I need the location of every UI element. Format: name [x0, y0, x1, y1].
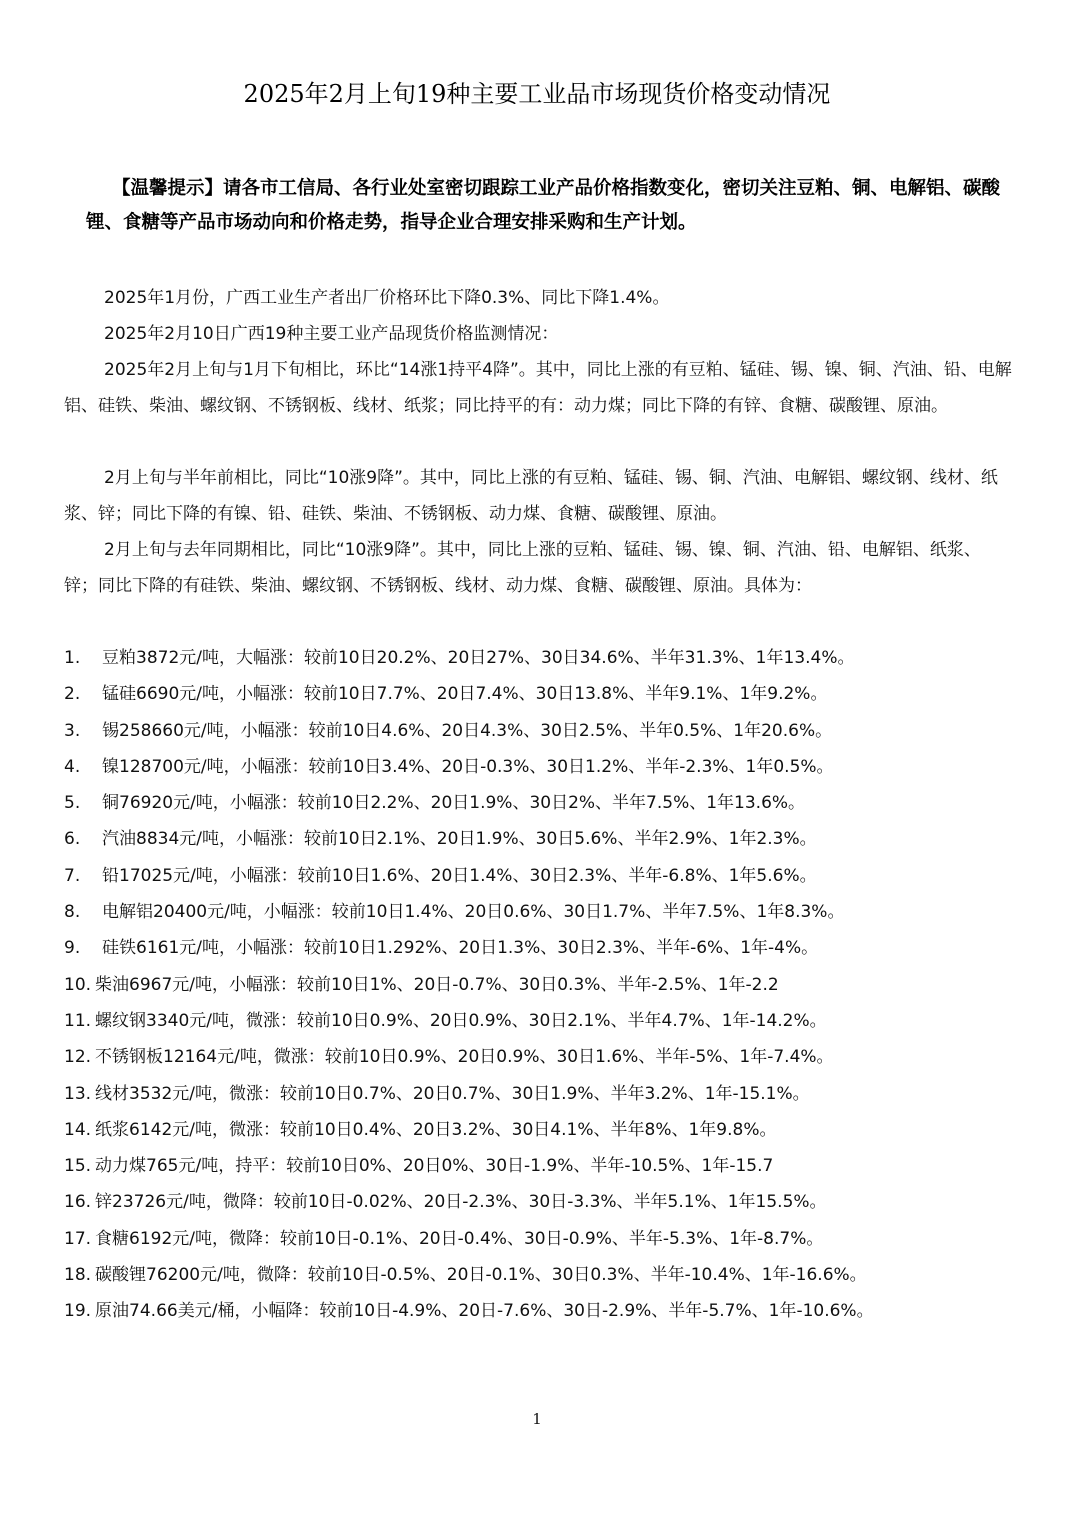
list-item-text: 线材3532元/吨，微涨：较前10日0.7%、20日0.7%、30日1.9%、半年3.2%、1年-15.1%。 [95, 1083, 810, 1104]
list-item [64, 1184, 1024, 1220]
list-item-number: 8. [64, 902, 81, 923]
list-item [64, 1148, 1024, 1184]
list-item-text: 不锈钢板12164元/吨，微涨：较前10日0.9%、20日0.9%、30日1.6%、半年-5%、1年-7.4%。 [95, 1047, 834, 1068]
list-item-text: 螺纹钢3340元/吨，微涨：较前10日0.9%、20日0.9%、30日2.1%、半年4.7%、1年-14.2%。 [95, 1010, 827, 1031]
list-item-text: 纸浆6142元/吨，微涨：较前10日0.4%、20日3.2%、30日4.1%、半年8%、1年9.8%。 [95, 1119, 777, 1140]
list-item [64, 676, 1024, 712]
list-item-number: 4. [64, 756, 81, 777]
list-item-text: 锡258660元/吨，小幅涨：较前10日4.6%、20日4.3%、30日2.5%、半年0.5%、1年20.6%。 [102, 720, 833, 741]
list-item-number: 11. [64, 1010, 92, 1031]
list-item-number: 15. [64, 1156, 92, 1177]
list-item [64, 1221, 1024, 1257]
list-item-number: 7. [64, 865, 81, 886]
list-item-text: 铜76920元/吨，小幅涨：较前10日2.2%、20日1.9%、30日2%、半年7.5%、1年13.6%。 [102, 793, 806, 814]
list-item-number: 10. [64, 974, 92, 995]
list-item [64, 858, 1024, 894]
list-item-number: 2. [64, 684, 81, 705]
list-item [64, 1257, 1024, 1293]
list-item-text: 汽油8834元/吨，小幅涨：较前10日2.1%、20日1.9%、30日5.6%、半年2.9%、1年2.3%。 [102, 829, 817, 850]
list-item [64, 749, 1024, 785]
list-item-text: 柴油6967元/吨，小幅涨：较前10日1%、20日-0.7%、30日0.3%、半年-2.5%、1年-2.2 [95, 974, 779, 995]
list-item [64, 821, 1024, 857]
price-list [64, 640, 1024, 1330]
paragraph-month-comparison: 2025年2月上旬与1月下旬相比，环比“14涨1持平4降”。其中，同比上涨的有豆粕、锰硅、锡、镍、铜、汽油、铅、电解铝、硅铁、柴油、螺纹钢、不锈钢板、线材、纸浆；同比持平的有：动力煤；同比下降的有锌、食糖、碳酸锂、原油。 [64, 360, 1012, 416]
list-item-text: 原油74.66美元/桶，小幅降：较前10日-4.9%、20日-7.6%、30日-2.9%、半年-5.7%、1年-10.6%。 [95, 1301, 874, 1322]
list-item-number: 18. [64, 1265, 92, 1286]
list-item-text: 豆粕3872元/吨，大幅涨：较前10日20.2%、20日27%、30日34.6%、半年31.3%、1年13.4%。 [102, 648, 855, 668]
list-item-text: 镍128700元/吨，小幅涨：较前10日3.4%、20日-0.3%、30日1.2%、半年-2.3%、1年0.5%。 [102, 756, 834, 777]
list-item-number: 17. [64, 1228, 92, 1249]
list-item-text: 碳酸锂76200元/吨，微降：较前10日-0.5%、20日-0.1%、30日0.3%、半年-10.4%、1年-16.6%。 [95, 1265, 867, 1286]
list-item-text: 锌23726元/吨，微降：较前10日-0.02%、20日-2.3%、30日-3.3%、半年5.1%、1年15.5%。 [95, 1192, 827, 1213]
list-item [64, 1112, 1024, 1148]
list-item-text: 铅17025元/吨，小幅涨：较前10日1.6%、20日1.4%、30日2.3%、半年-6.8%、1年5.6%。 [102, 865, 817, 886]
list-item-text: 动力煤765元/吨，持平：较前10日0%、20日0%、30日-1.9%、半年-10.5%、1年-15.7 [95, 1156, 774, 1177]
list-item-text: 食糖6192元/吨，微降：较前10日-0.1%、20日-0.4%、30日-0.9%、半年-5.3%、1年-8.7%。 [95, 1228, 824, 1249]
list-item-number: 13. [64, 1083, 92, 1104]
list-item [64, 785, 1024, 821]
list-item [64, 1076, 1024, 1112]
list-item [64, 1293, 1024, 1329]
list-item [64, 640, 1024, 676]
list-item [64, 894, 1024, 930]
paragraph-year-comparison: 2月上旬与去年同期相比，同比“10涨9降”。其中，同比上涨的豆粕、锰硅、锡、镍、铜、汽油、铅、电解铝、纸浆、锌；同比下降的有硅铁、柴油、螺纹钢、不锈钢板、线材、动力煤、食糖、碳酸锂、原油。具体为： [64, 540, 981, 596]
list-item-text: 电解铝20400元/吨，小幅涨：较前10日1.4%、20日0.6%、30日1.7%、半年7.5%、1年8.3%。 [102, 902, 845, 923]
list-item-number: 9. [64, 938, 81, 959]
list-item-number: 12. [64, 1047, 92, 1068]
list-item-text: 锰硅6690元/吨，小幅涨：较前10日7.7%、20日7.4%、30日13.8%、半年9.1%、1年9.2%。 [102, 684, 828, 705]
list-item-number: 19. [64, 1301, 92, 1322]
list-item [64, 967, 1024, 1003]
document-title: 2025年2月上旬19种主要工业品市场现货价格变动情况 [243, 80, 831, 108]
page-number: 1 [532, 1410, 542, 1428]
warm-tip-paragraph: 【温馨提示】请各市工信局、各行业处室密切跟踪工业产品价格指数变化，密切关注豆粕、铜、电解铝、碳酸锂、食糖等产品市场动向和价格走势，指导企业合理安排采购和生产计划。 [86, 178, 1001, 233]
list-item-number: 16. [64, 1192, 92, 1213]
paragraph-ppi: 2025年1月份，广西工业生产者出厂价格环比下降0.3%、同比下降1.4%。 [104, 288, 670, 308]
paragraph-monitoring-intro: 2025年2月10日广西19种主要工业产品现货价格监测情况： [104, 324, 559, 344]
list-item-number: 14. [64, 1119, 92, 1140]
list-item-number: 5. [64, 793, 81, 814]
list-item [64, 713, 1024, 749]
list-item [64, 930, 1024, 966]
list-item [64, 1039, 1024, 1075]
list-item-text: 硅铁6161元/吨，小幅涨：较前10日1.292%、20日1.3%、30日2.3%、半年-6%、1年-4%。 [102, 938, 819, 959]
list-item-number: 6. [64, 829, 81, 850]
list-item [64, 1003, 1024, 1039]
list-item-number: 3. [64, 720, 81, 741]
paragraph-half-year-comparison: 2月上旬与半年前相比，同比“10涨9降”。其中，同比上涨的有豆粕、锰硅、锡、铜、汽油、电解铝、螺纹钢、线材、纸浆、锌；同比下降的有镍、铅、硅铁、柴油、不锈钢板、动力煤、食糖、碳酸锂、原油。 [64, 468, 998, 524]
list-item-number: 1. [64, 648, 81, 668]
